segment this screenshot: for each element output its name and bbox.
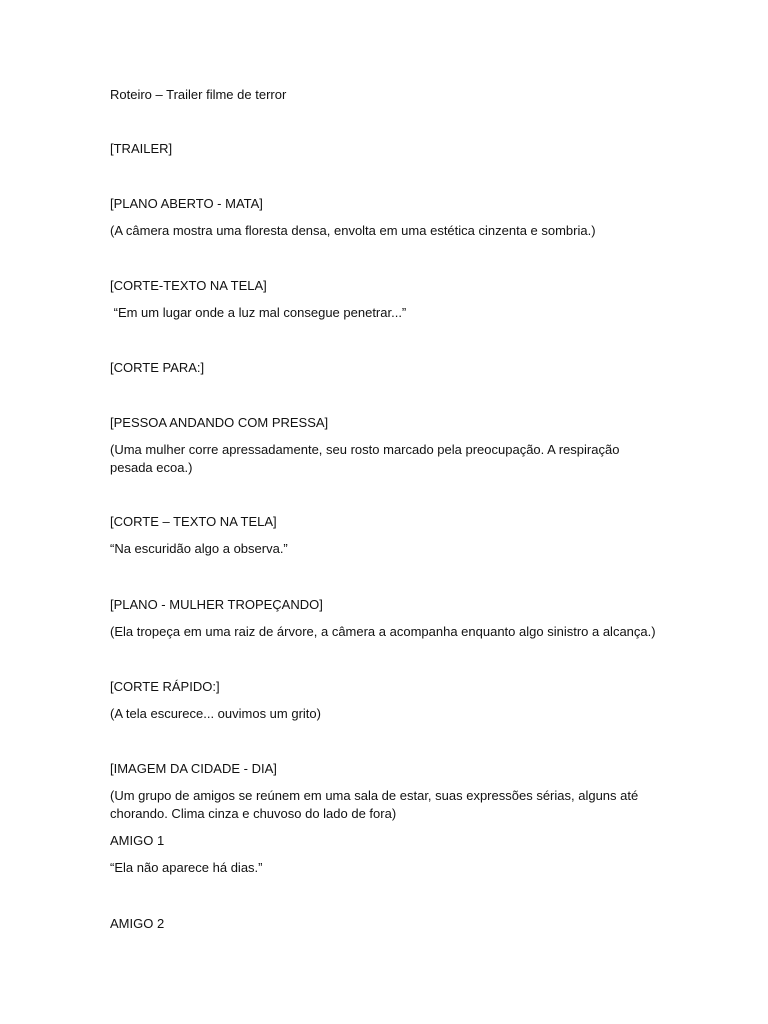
scene-heading-corte-texto-2: [CORTE – TEXTO NA TELA] bbox=[110, 514, 277, 529]
scene-heading-corte-para: [CORTE PARA:] bbox=[110, 360, 205, 375]
screen-text-quote-2: “Na escuridão algo a observa.” bbox=[110, 541, 288, 556]
scene-heading-corte-rapido: [CORTE RÁPIDO:] bbox=[110, 679, 220, 694]
dialogue-amigo-1: “Ela não aparece há dias.” bbox=[110, 860, 263, 875]
scene-heading-trailer: [TRAILER] bbox=[110, 141, 173, 156]
screen-text-quote-1: “Em um lugar onde a luz mal consegue penetrar...” bbox=[110, 305, 407, 320]
scene-description-amigos: (Um grupo de amigos se reúnem em uma sala de estar, suas expressões sérias, alguns até chorando. Clima cinza e chuvoso do lado de fora) bbox=[110, 788, 639, 821]
scene-heading-mulher-tropecando: [PLANO - MULHER TROPEÇANDO] bbox=[110, 597, 323, 612]
scene-heading-pessoa-andando: [PESSOA ANDANDO COM PRESSA] bbox=[110, 415, 329, 430]
scene-heading-imagem-cidade: [IMAGEM DA CIDADE - DIA] bbox=[110, 761, 277, 776]
character-name-amigo-1: AMIGO 1 bbox=[110, 833, 165, 848]
character-name-amigo-2: AMIGO 2 bbox=[110, 916, 165, 931]
scene-heading-corte-texto: [CORTE-TEXTO NA TELA] bbox=[110, 278, 267, 293]
scene-description-tropeca: (Ela tropeça em uma raiz de árvore, a câmera a acompanha enquanto algo sinistro a alcança.) bbox=[110, 624, 656, 639]
scene-description-mulher-corre: (Uma mulher corre apressadamente, seu rosto marcado pela preocupação. A respiração pesada ecoa.) bbox=[110, 442, 620, 475]
scene-description-floresta: (A câmera mostra uma floresta densa, envolta em uma estética cinzenta e sombria.) bbox=[110, 223, 596, 238]
document-title: Roteiro – Trailer filme de terror bbox=[110, 87, 287, 102]
scene-description-grito: (A tela escurece... ouvimos um grito) bbox=[110, 706, 321, 721]
scene-heading-plano-aberto: [PLANO ABERTO - MATA] bbox=[110, 196, 263, 211]
